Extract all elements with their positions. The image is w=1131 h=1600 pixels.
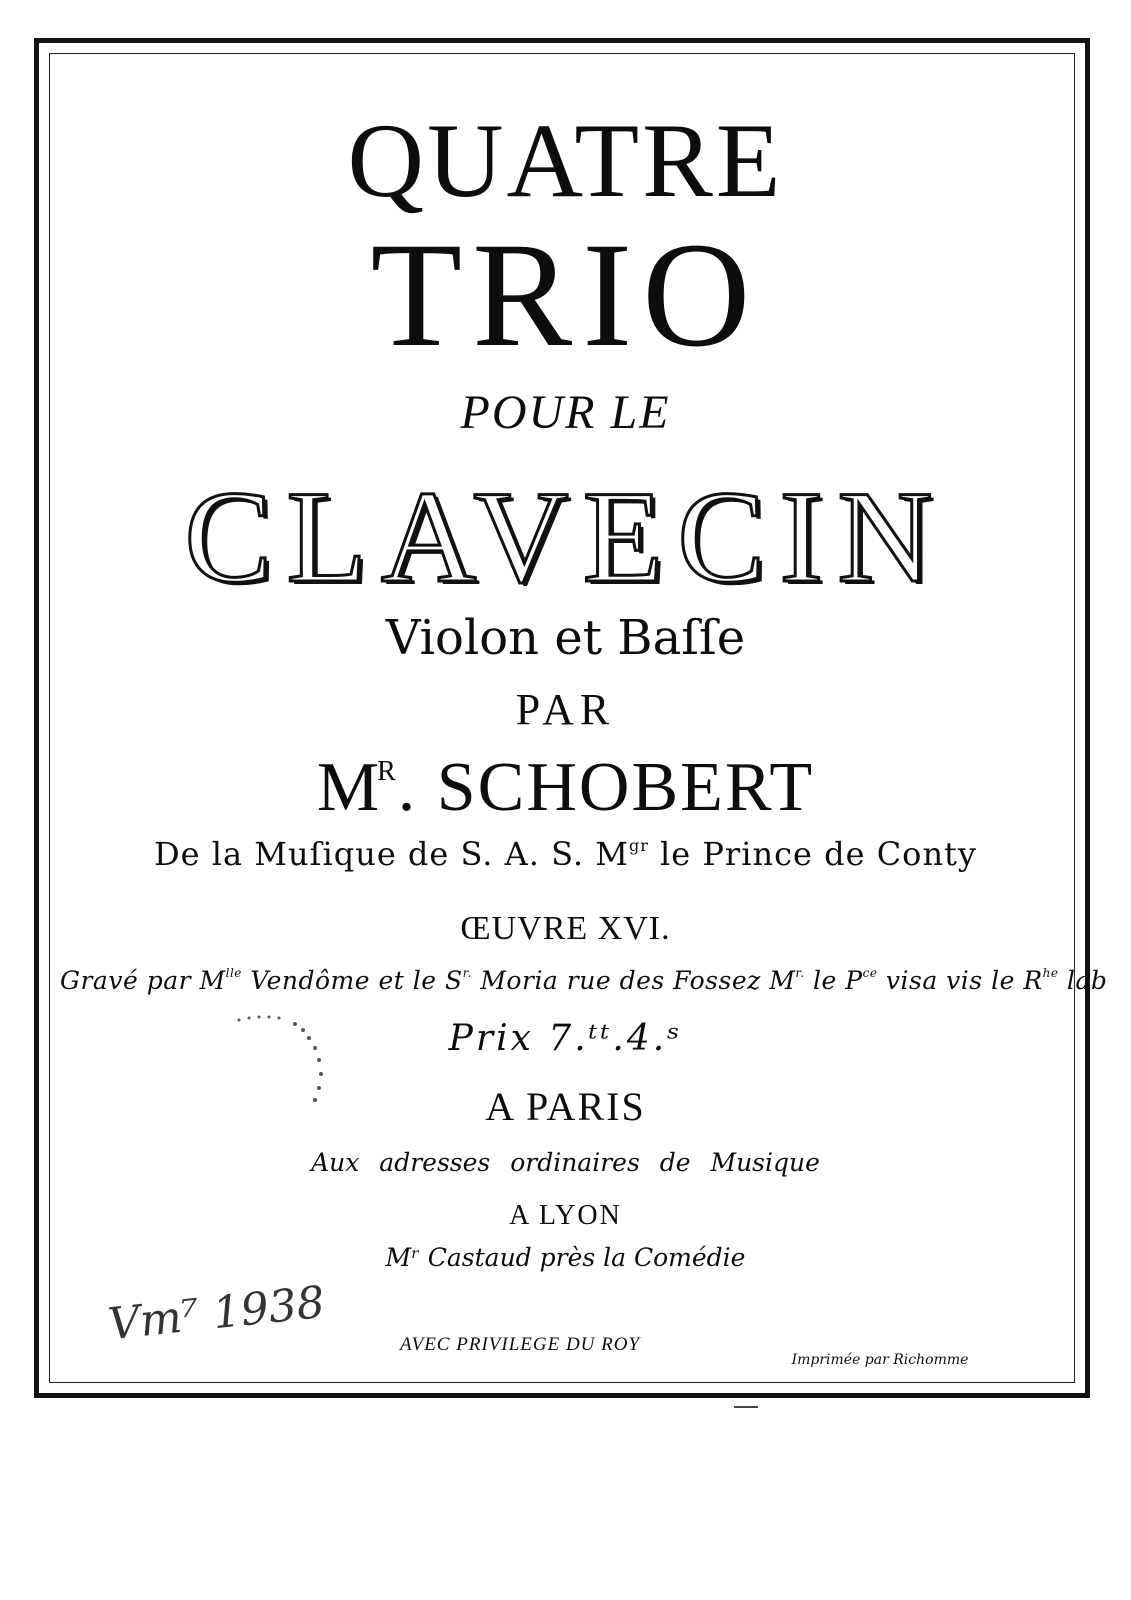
affiliation-sup: gr	[628, 836, 649, 855]
composer-affiliation	[0, 835, 1131, 873]
printer-credit: Imprimée par Richomme	[791, 1352, 969, 1368]
paris-address: Aux adresses ordinaires de Musique	[311, 1148, 820, 1177]
engraving-credit	[60, 966, 1108, 995]
price: Prix 7.ᵗᵗ.4.ˢ	[448, 1018, 683, 1059]
engraving-part2: Vendôme et le S	[241, 966, 463, 995]
ink-mark-icon	[726, 1402, 766, 1412]
city-paris: A PARIS	[485, 1084, 646, 1129]
engraving-part3: Moria rue des Fossez M	[471, 966, 796, 995]
engraving-sup3: r.	[795, 966, 805, 980]
affiliation-part1: De la Muſique de S. A. S. M	[154, 835, 629, 873]
title-trio: TRIO	[370, 212, 761, 378]
title-clavecin: CLAVECIN	[184, 463, 947, 610]
lyon-address: Mʳ Castaud près la Comédie	[385, 1243, 746, 1272]
engraving-part1: Gravé par M	[60, 966, 226, 995]
composer-name	[0, 748, 1131, 828]
engraving-sup5: he	[1042, 966, 1059, 980]
city-lyon: A LYON	[509, 1200, 622, 1231]
engraving-part6: lab	[1058, 966, 1108, 995]
title-quatre: QUATRE	[347, 102, 784, 219]
title-pour-le: POUR LE	[460, 386, 671, 439]
engraving-sup2: r.	[462, 966, 472, 980]
engraving-part5: visa vis le R	[877, 966, 1043, 995]
royal-privilege: AVEC PRIVILEGE DU ROY	[399, 1334, 641, 1355]
engraving-sup1: lle	[225, 966, 242, 980]
by-label: PAR	[515, 685, 616, 734]
engraving-part4: le P	[804, 966, 863, 995]
instrumentation: Violon et Baſſe	[385, 610, 746, 666]
shelfmark-handwritten: Vm⁷ 1938	[105, 1276, 328, 1351]
engraving-sup4: ce	[862, 966, 878, 980]
opus-number: ŒUVRE XVI.	[460, 910, 671, 947]
composer-prefix-sup: R	[377, 756, 398, 787]
composer-prefix: M	[316, 749, 382, 826]
affiliation-part2: le Prince de Conty	[648, 835, 977, 873]
composer-surname: . SCHOBERT	[397, 749, 815, 826]
